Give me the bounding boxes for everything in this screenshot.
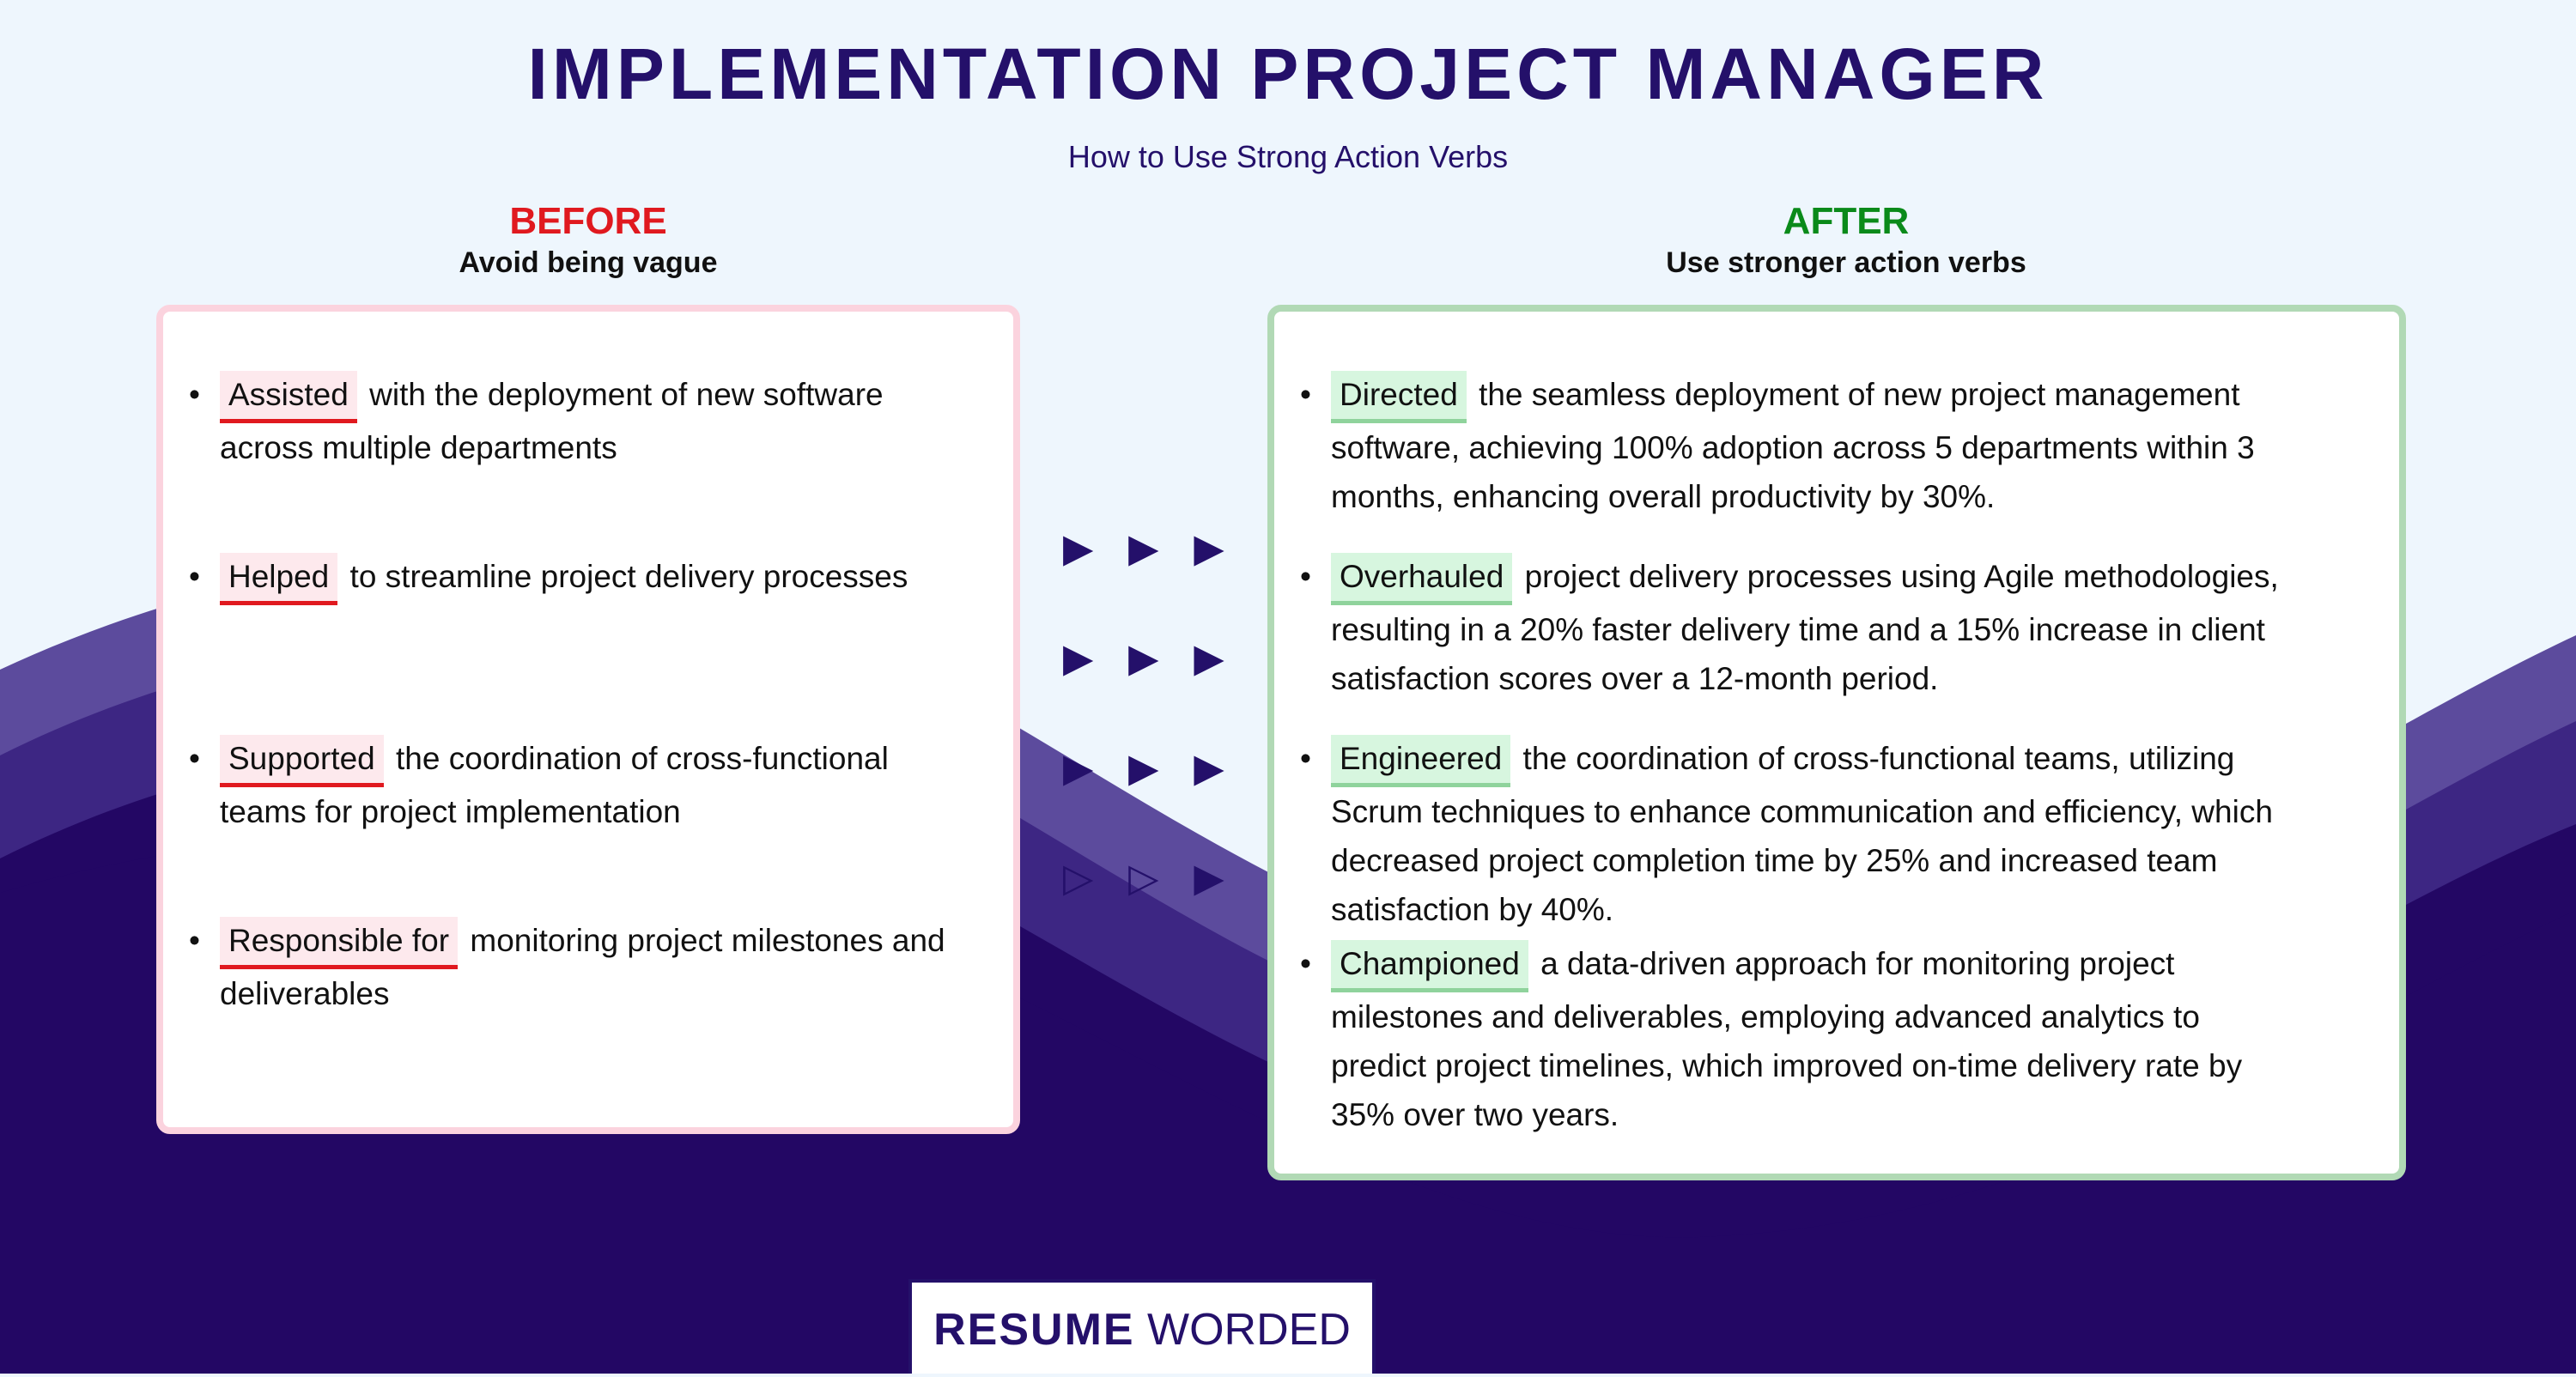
arrow-row: ▶ ▶ ▶ bbox=[1063, 635, 1236, 680]
item-text-line: across multiple departments bbox=[220, 430, 617, 465]
item-text: a data-driven approach for monitoring project bbox=[1540, 946, 2175, 981]
item-text-line: decreased project completion time by 25% and increased team bbox=[1331, 843, 2218, 878]
after-label: AFTER bbox=[1783, 200, 1910, 242]
bullet-icon: • bbox=[1300, 377, 1311, 412]
strong-verb: Engineered bbox=[1331, 735, 1510, 787]
bullet-icon: • bbox=[1300, 741, 1311, 776]
item-text-line: Scrum techniques to enhance communication and efficiency, which bbox=[1331, 794, 2273, 829]
strong-verb: Championed bbox=[1331, 940, 1528, 992]
weak-verb: Assisted bbox=[220, 371, 357, 423]
arrow-row: ▶ ▶ ▶ bbox=[1063, 745, 1236, 790]
item-text: with the deployment of new software bbox=[369, 377, 884, 412]
arrow-row: ▷ ▷ ▶ bbox=[1063, 855, 1236, 900]
weak-verb: Responsible for bbox=[220, 917, 458, 969]
after-header bbox=[1267, 199, 2426, 282]
item-text-line: predict project timelines, which improved on-time delivery rate by bbox=[1331, 1048, 2243, 1083]
after-item bbox=[1300, 370, 2387, 521]
item-text-line: teams for project implementation bbox=[220, 794, 681, 829]
item-text-line: 35% over two years. bbox=[1331, 1097, 1619, 1132]
item-text-line: software, achieving 100% adoption across 5 departments within 3 bbox=[1331, 430, 2255, 465]
item-text-line: months, enhancing overall productivity by 30%. bbox=[1331, 479, 1996, 514]
page-title: IMPLEMENTATION PROJECT MANAGER bbox=[527, 33, 2049, 114]
after-sublabel: Use stronger action verbs bbox=[1666, 246, 2026, 279]
before-header bbox=[159, 199, 1018, 282]
strong-verb: Overhauled bbox=[1331, 553, 1512, 605]
bullet-icon: • bbox=[189, 741, 200, 776]
item-text-line: resulting in a 20% faster delivery time and a 15% increase in client bbox=[1331, 612, 2265, 647]
after-item bbox=[1300, 939, 2387, 1139]
page-subtitle: How to Use Strong Action Verbs bbox=[1067, 139, 1509, 174]
before-item bbox=[189, 916, 993, 1018]
item-text: monitoring project milestones and bbox=[470, 923, 945, 958]
item-text: to streamline project delivery processes bbox=[349, 559, 908, 594]
resume-worded-logo[interactable] bbox=[908, 1279, 1376, 1374]
arrow-row: ▶ ▶ ▶ bbox=[1063, 525, 1236, 570]
before-item bbox=[189, 734, 993, 836]
item-text-line: deliverables bbox=[220, 976, 390, 1011]
strong-verb: Directed bbox=[1331, 371, 1467, 423]
item-text: project delivery processes using Agile methodologies, bbox=[1524, 559, 2279, 594]
item-text: the coordination of cross-functional bbox=[396, 741, 889, 776]
before-sublabel: Avoid being vague bbox=[459, 246, 718, 279]
weak-verb: Supported bbox=[220, 735, 384, 787]
bullet-icon: • bbox=[1300, 946, 1311, 981]
item-text: the coordination of cross-functional teams, utilizing bbox=[1522, 741, 2235, 776]
bullet-icon: • bbox=[1300, 559, 1311, 594]
before-item bbox=[189, 370, 993, 472]
logo-regular-text: WORDED bbox=[1147, 1305, 1351, 1355]
weak-verb: Helped bbox=[220, 553, 337, 605]
logo-bold-text: RESUME bbox=[933, 1305, 1135, 1355]
bullet-icon: • bbox=[189, 377, 200, 412]
before-item bbox=[189, 552, 993, 605]
after-item bbox=[1300, 734, 2387, 934]
item-text: the seamless deployment of new project management bbox=[1479, 377, 2240, 412]
item-text-line: satisfaction by 40%. bbox=[1331, 892, 1614, 927]
after-item bbox=[1300, 552, 2387, 703]
item-text-line: milestones and deliverables, employing advanced analytics to bbox=[1331, 999, 2200, 1034]
item-text-line: satisfaction scores over a 12-month period. bbox=[1331, 661, 1939, 696]
before-label: BEFORE bbox=[509, 200, 667, 242]
bullet-icon: • bbox=[189, 559, 200, 594]
bullet-icon: • bbox=[189, 923, 200, 958]
